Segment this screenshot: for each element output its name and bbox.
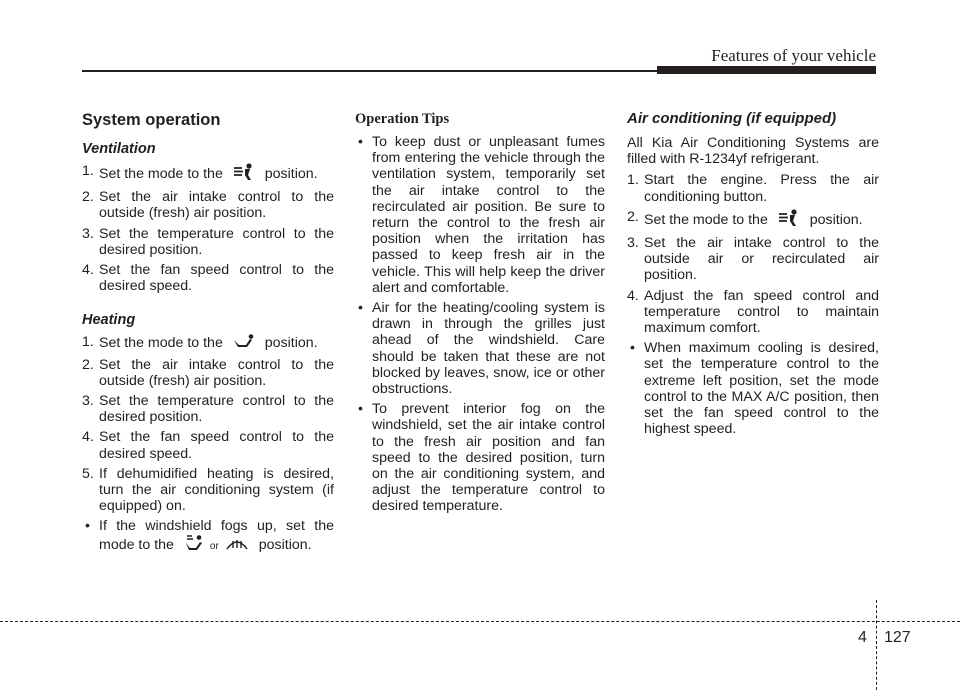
step-text: Set the mode to the (99, 335, 223, 352)
heating-step (82, 393, 334, 425)
step-number: 2. (82, 189, 94, 206)
ventilation-heading: Ventilation (82, 141, 156, 157)
step-text: position. (264, 165, 318, 182)
step-number: 2. (627, 208, 639, 225)
header-rule-bar (657, 66, 876, 74)
step-text: Set the fan speed control to the desired speed. (99, 429, 334, 462)
chapter-number: 4 (858, 629, 867, 646)
air-conditioning-heading: Air conditioning (if equipped) (627, 110, 837, 127)
page-number: 127 (884, 629, 911, 646)
step-number: 2. (82, 356, 94, 373)
step-text: Set the air intake control to the outside (fresh) air position. (99, 189, 334, 222)
floor-defrost-mode-icon (184, 535, 204, 555)
step-text: Set the fan speed control to the desired speed. (99, 262, 334, 295)
step-text: position. (809, 211, 863, 228)
ac-step (627, 288, 879, 337)
header-title: Features of your vehicle (711, 46, 876, 65)
step-text: Set the mode to the (99, 165, 223, 182)
step-number: 3. (627, 235, 639, 252)
face-vent-mode-icon (778, 209, 800, 231)
step-number: 4. (82, 429, 94, 446)
step-number: 3. (82, 225, 94, 242)
ac-step (627, 209, 879, 231)
section-title: System operation (82, 111, 221, 129)
column-left (82, 110, 334, 559)
heating-step (82, 334, 334, 352)
tip-bullet: • Air for the heating/cooling system is drawn in through the grilles just ahead of the windshield. Care should be taken that these are not blocked by leaves, snow, ice or other obstructions. (355, 300, 605, 397)
operation-tips-heading: Operation Tips (355, 111, 450, 127)
or-text: or (209, 540, 219, 552)
heating-bullet (82, 518, 334, 554)
step-text: Set the air intake control to the outside (fresh) air position. (99, 356, 334, 389)
heating-step (82, 466, 334, 515)
ventilation-step (82, 226, 334, 258)
step-text: Set the mode to the (644, 211, 768, 228)
ventilation-step (82, 163, 334, 185)
floor-mode-icon (233, 334, 255, 352)
step-number: 4. (82, 262, 94, 279)
bullet-text: If the windshield fogs up, set the mode to the (99, 518, 334, 553)
step-number: 4. (627, 287, 639, 304)
tip-bullet: • To prevent interior fog on the windshield, set the air intake control to the fresh air position and fan speed to the desired position, turn on the air conditioning system, and adjust the temperature control to desired temperature. (355, 401, 605, 514)
step-number: 1. (82, 163, 94, 179)
step-text: Set the temperature control to the desired position. (99, 225, 334, 258)
ventilation-step (82, 262, 334, 294)
heating-step (82, 429, 334, 461)
bullet-text: position. (258, 536, 312, 553)
step-number: 1. (627, 172, 639, 189)
step-text: Set the temperature control to the desired position. (99, 393, 334, 426)
step-number: 1. (82, 334, 94, 351)
step-number: 3. (82, 393, 94, 410)
defrost-mode-icon (225, 535, 249, 555)
column-middle (355, 110, 605, 519)
footer-rule (0, 621, 960, 622)
step-text: Adjust the fan speed control and temperature control to maintain maximum comfort. (644, 287, 879, 337)
ventilation-step (82, 189, 334, 221)
ac-step (627, 235, 879, 284)
step-text: Set the air intake control to the outside air or recirculated air position. (644, 235, 879, 284)
ac-intro: All Kia Air Conditioning Systems are filled with R-1234yf refrigerant. (627, 135, 879, 168)
step-text: Start the engine. Press the air conditioning button. (644, 172, 879, 205)
ac-step (627, 172, 879, 204)
step-text: position. (264, 335, 318, 352)
footer-divider (876, 600, 877, 690)
step-text: If dehumidified heating is desired, turn the air conditioning system (if equipped) on. (99, 465, 334, 515)
ac-bullet: • When maximum cooling is desired, set the temperature control to the extreme left position, set the mode control to the MAX A/C position, then set the fan speed control to the highest speed. (627, 340, 879, 437)
column-right (627, 110, 879, 441)
step-number: 5. (82, 465, 94, 482)
face-vent-mode-icon (233, 163, 255, 185)
heating-step (82, 357, 334, 389)
heating-heading: Heating (82, 312, 136, 329)
tip-bullet: • To keep dust or unpleasant fumes from entering the vehicle through the ventilation system, temporarily set the air intake control to the recirculated air position. Be sure to return the control to the fresh air position when the irritation has passed to keep fresh air in the vehicle. This will help keep the driver alert and comfortable. (355, 134, 605, 296)
